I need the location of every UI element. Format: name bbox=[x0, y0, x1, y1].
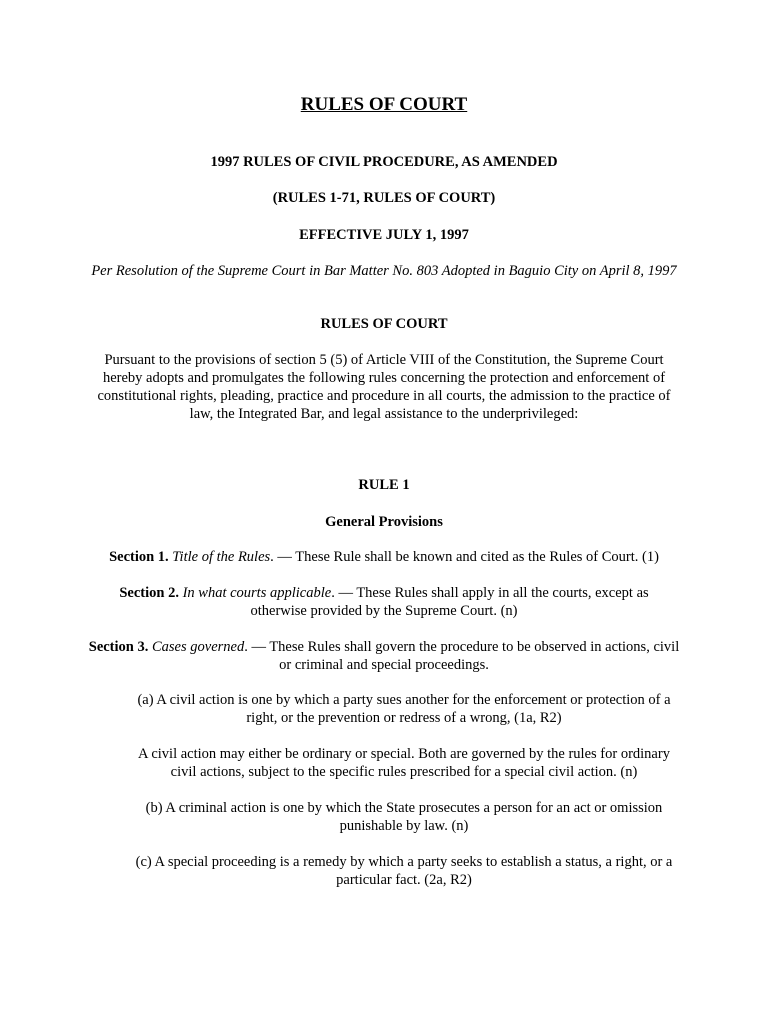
section-2-label: Section 2. bbox=[119, 585, 179, 601]
section-1-label: Section 1. bbox=[109, 549, 169, 565]
resolution-note: Per Resolution of the Supreme Court in Bar Matter No. 803 Adopted in Baguio City on April 8, 1997 bbox=[91, 263, 677, 279]
heading-rules-of-court: RULES OF COURT bbox=[320, 316, 448, 332]
section-3-label: Section 3. bbox=[88, 639, 149, 655]
preamble-paragraph: Pursuant to the provisions of section 5 (5) of Article VIII of the Constitution, the Supreme Court hereby adopts and promulgates the following rules concerning the protection and enforcement of constitutional rights, pleading, practice and procedure in all courts, the admission to the practice of law, the Integrated Bar, and legal assistance to the underprivileged: bbox=[97, 352, 671, 422]
clause-c: (c) A special proceeding is a remedy by which a party seeks to establish a status, a right, or a particular fact. (2a, R2) bbox=[135, 854, 673, 888]
section-1-text: . — These Rule shall be known and cited as the Rules of Court. (1) bbox=[270, 549, 659, 565]
rule-title: General Provisions bbox=[325, 514, 443, 530]
document-title: RULES OF COURT bbox=[300, 94, 468, 115]
section-3-text: . — These Rules shall govern the procedure to be observed in actions, civil or criminal and special proceedings. bbox=[244, 639, 680, 673]
section-2-text: . — These Rules shall apply in all the courts, except as otherwise provided by the Supreme Court. (n) bbox=[250, 585, 649, 619]
section-3-caption: Cases governed bbox=[151, 639, 245, 655]
subtitle-rules-range: (RULES 1-71, RULES OF COURT) bbox=[272, 190, 496, 206]
clause-a-note: A civil action may either be ordinary or special. Both are governed by the rules for ordinary civil actions, subject to the specific rules prescribed for a special civil action. (n) bbox=[138, 746, 670, 780]
section-3 bbox=[86, 638, 682, 674]
subtitle-civil-procedure: 1997 RULES OF CIVIL PROCEDURE, AS AMENDED bbox=[210, 154, 558, 170]
section-1-caption: Title of the Rules bbox=[172, 549, 271, 565]
clause-a: (a) A civil action is one by which a party sues another for the enforcement or protection of a right, or the prevention or redress of a wrong, (1a, R2) bbox=[137, 692, 671, 726]
section-1 bbox=[86, 548, 682, 566]
clause-b: (b) A criminal action is one by which the State prosecutes a person for an act or omission punishable by law. (n) bbox=[145, 800, 663, 834]
section-2-caption: In what courts applicable bbox=[182, 585, 332, 601]
rule-heading: RULE 1 bbox=[358, 477, 410, 493]
subtitle-effective-date: EFFECTIVE JULY 1, 1997 bbox=[299, 227, 469, 243]
section-2 bbox=[100, 584, 668, 620]
